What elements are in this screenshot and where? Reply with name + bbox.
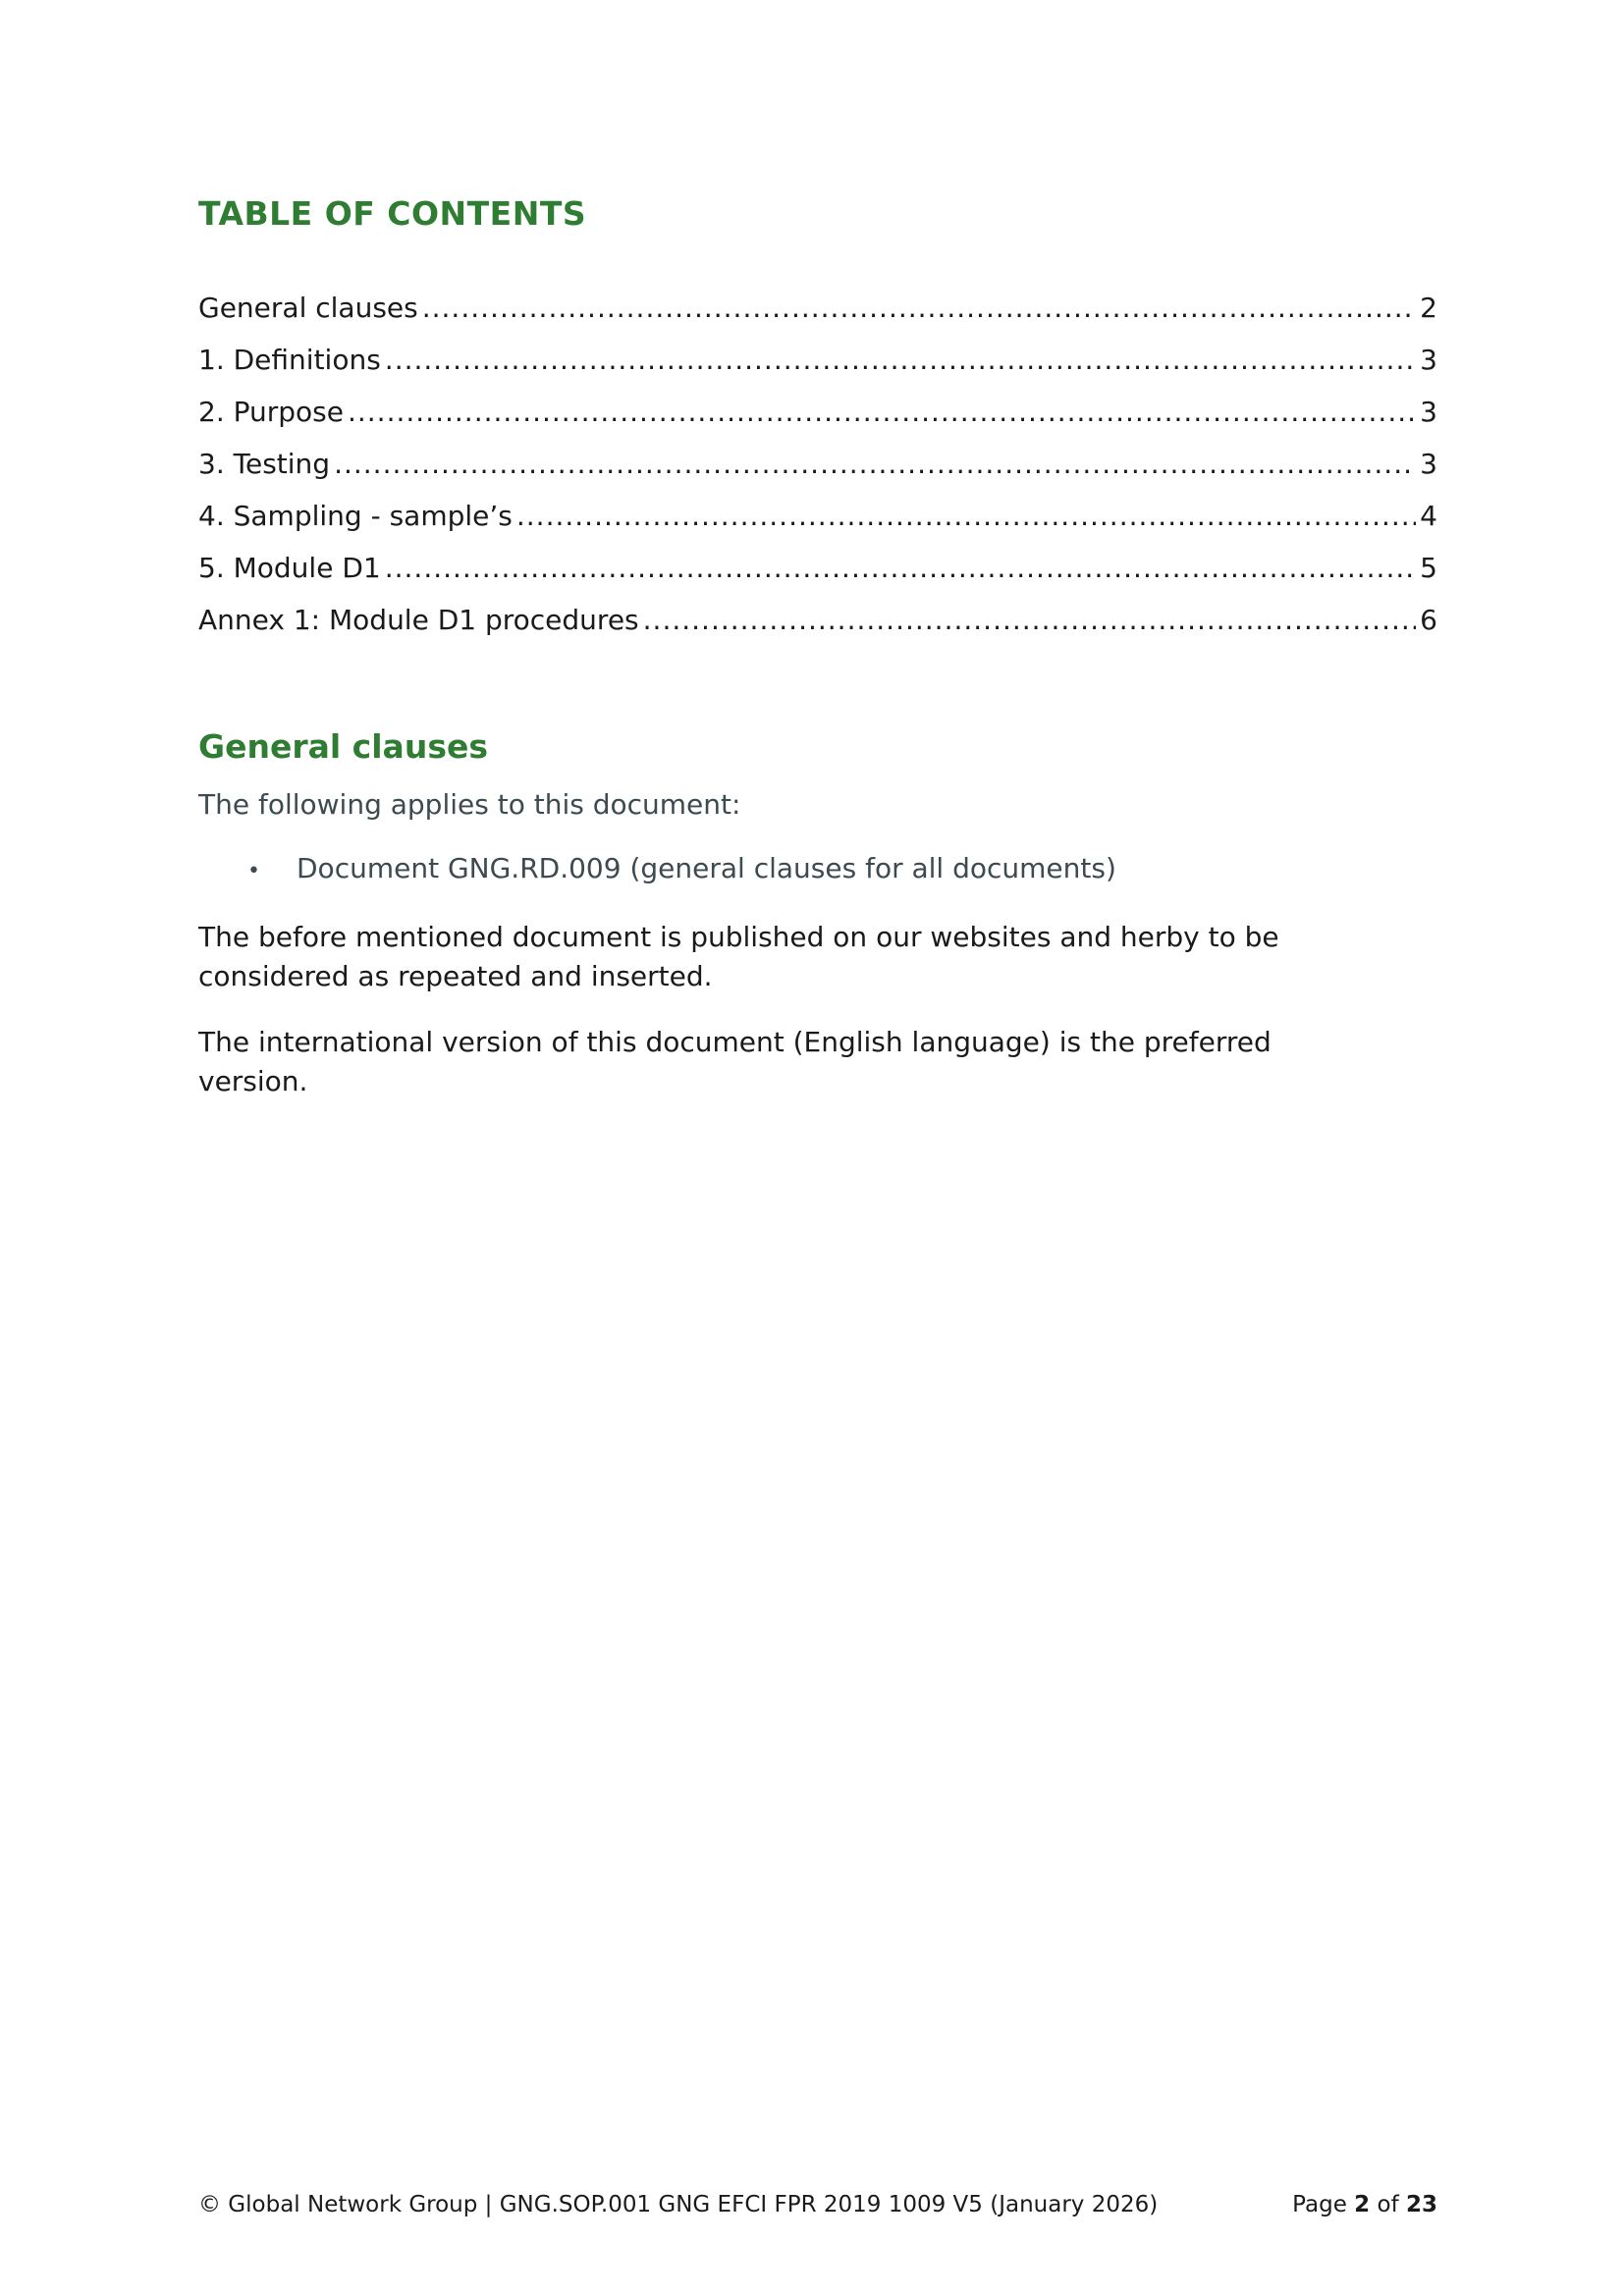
toc-entry-module-d1[interactable] — [198, 552, 1437, 604]
toc-dot-leader — [385, 552, 1416, 584]
toc-entry-testing[interactable] — [198, 448, 1437, 500]
footer-copyright: © Global Network Group | GNG.SOP.001 GNG EFCI FPR 2019 1009 V5 (January 2026) — [198, 2192, 1159, 2217]
toc-entry-definitions[interactable] — [198, 344, 1437, 396]
toc-entry-label: 3. Testing — [198, 448, 331, 480]
toc-entry-label: Annex 1: Module D1 procedures — [198, 604, 639, 636]
toc-dot-leader — [422, 292, 1416, 324]
toc-dot-leader — [516, 500, 1416, 532]
table-of-contents — [198, 292, 1437, 656]
paragraph-preferred-version: The international version of this document (English language) is the preferred version. — [198, 1026, 1272, 1097]
toc-entry-page: 5 — [1420, 552, 1437, 584]
toc-entry-label: 4. Sampling - sample’s — [198, 500, 513, 532]
paragraph-published: The before mentioned document is published on our websites and herby to be considered as repeated and inserted. — [198, 921, 1279, 992]
toc-entry-page: 2 — [1420, 292, 1437, 324]
bullet-list — [198, 852, 1116, 884]
section-title-general-clauses: General clauses — [198, 727, 488, 766]
toc-dot-leader — [643, 604, 1417, 636]
list-item-text: Document GNG.RD.009 (general clauses for all documents) — [297, 852, 1116, 884]
page-of: of — [1377, 2192, 1399, 2217]
toc-entry-page: 3 — [1420, 344, 1437, 376]
bullet-icon: • — [247, 859, 260, 883]
toc-title: TABLE OF CONTENTS — [198, 194, 587, 233]
toc-entry-sampling[interactable] — [198, 500, 1437, 552]
page-total: 23 — [1405, 2192, 1437, 2217]
toc-entry-purpose[interactable] — [198, 396, 1437, 448]
page-prefix: Page — [1292, 2192, 1347, 2217]
toc-entry-label: General clauses — [198, 292, 418, 324]
page-number — [1292, 2192, 1437, 2217]
toc-entry-label: 2. Purpose — [198, 396, 344, 428]
toc-entry-page: 6 — [1420, 604, 1437, 636]
page-footer — [198, 2192, 1437, 2217]
toc-entry-page: 4 — [1420, 500, 1437, 532]
toc-dot-leader — [348, 396, 1416, 428]
toc-entry-annex-1[interactable] — [198, 604, 1437, 656]
page-current: 2 — [1354, 2192, 1371, 2217]
toc-dot-leader — [334, 448, 1416, 480]
toc-entry-general-clauses[interactable] — [198, 292, 1437, 344]
list-item — [198, 852, 1116, 884]
section-intro: The following applies to this document: — [198, 788, 741, 821]
toc-entry-page: 3 — [1420, 396, 1437, 428]
toc-entry-page: 3 — [1420, 448, 1437, 480]
toc-entry-label: 5. Module D1 — [198, 552, 381, 584]
toc-dot-leader — [385, 344, 1416, 376]
toc-entry-label: 1. Definitions — [198, 344, 381, 376]
